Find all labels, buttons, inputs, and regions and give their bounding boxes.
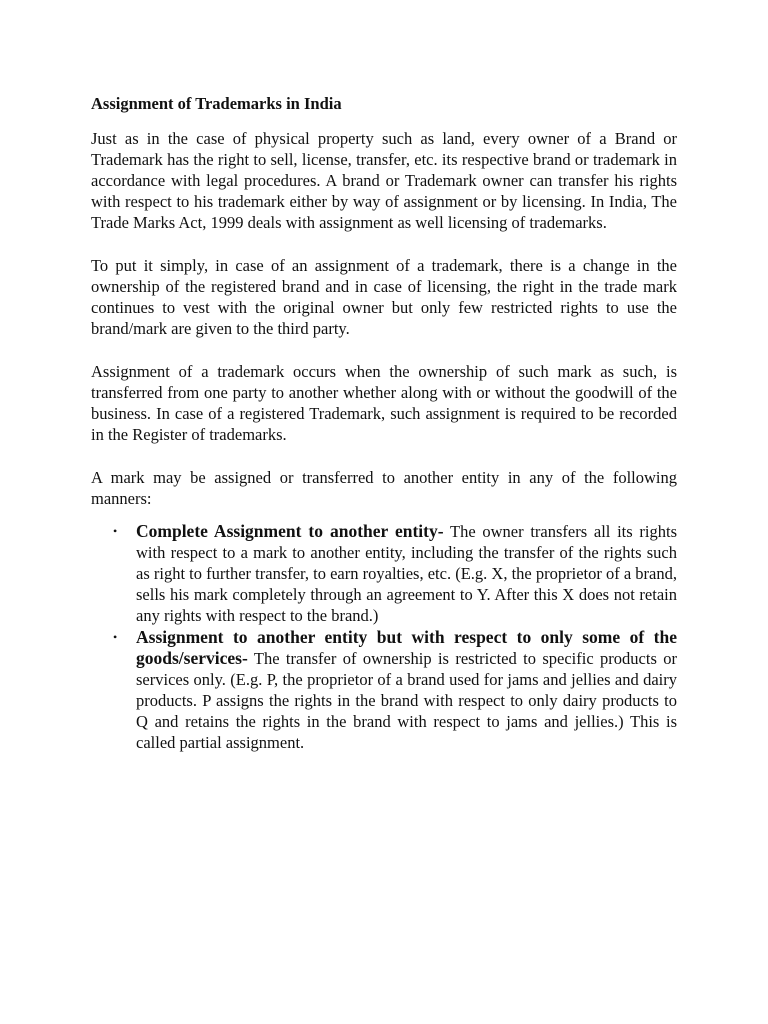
bullet-heading: Assignment to another entity but with respect to only some of the goods/services- bbox=[136, 627, 677, 668]
bullet-heading: Complete Assignment to another entity- bbox=[136, 521, 444, 541]
paragraph-assignment-vs-licensing: To put it simply, in case of an assignment of a trademark, there is a change in the ownership of the registered brand and in case of licensing, the right in the trade mark continues to vest with the original owner but only few restricted rights to use the brand/mark are given to the third party. bbox=[91, 256, 677, 338]
list-item-partial-assignment bbox=[113, 627, 677, 753]
assignment-types-list bbox=[91, 521, 677, 753]
bullet-text: The owner transfers all its rights with respect to a mark to another entity, including the transfer of the rights such as right to further transfer, to earn royalties, etc. (E.g. X, the proprietor of a brand, sells his mark completely through an agreement to Y. After this X does not retain any rights with respect to the brand.) bbox=[136, 522, 677, 625]
paragraph-intro: Just as in the case of physical property such as land, every owner of a Brand or Trademark has the right to sell, license, transfer, etc. its respective brand or trademark in accordance with legal procedures. A brand or Trademark owner can transfer his rights with respect to his trademark either by way of assignment or by licensing. In India, The Trade Marks Act, 1999 deals with assignment as well licensing of trademarks. bbox=[91, 129, 677, 232]
document-page bbox=[91, 93, 677, 754]
document-title: Assignment of Trademarks in India bbox=[91, 94, 342, 113]
paragraph-assignment-definition: Assignment of a trademark occurs when the ownership of such mark as such, is transferred from one party to another whether along with or without the goodwill of the business. In case of a registered Trademark, such assignment is required to be recorded in the Register of trademarks. bbox=[91, 362, 677, 444]
bullet-icon: • bbox=[113, 630, 118, 644]
list-item-complete-assignment bbox=[113, 521, 677, 626]
paragraph-manners-intro: A mark may be assigned or transferred to another entity in any of the following manners: bbox=[91, 468, 677, 508]
bullet-text: The transfer of ownership is restricted to specific products or services only. (E.g. P, the proprietor of a brand used for jams and jellies and dairy products. P assigns the rights in the brand with respect to only dairy products to Q and retains the rights in the brand with respect to jams and jellies.) This is called partial assignment. bbox=[136, 649, 677, 752]
bullet-icon: • bbox=[113, 524, 118, 538]
